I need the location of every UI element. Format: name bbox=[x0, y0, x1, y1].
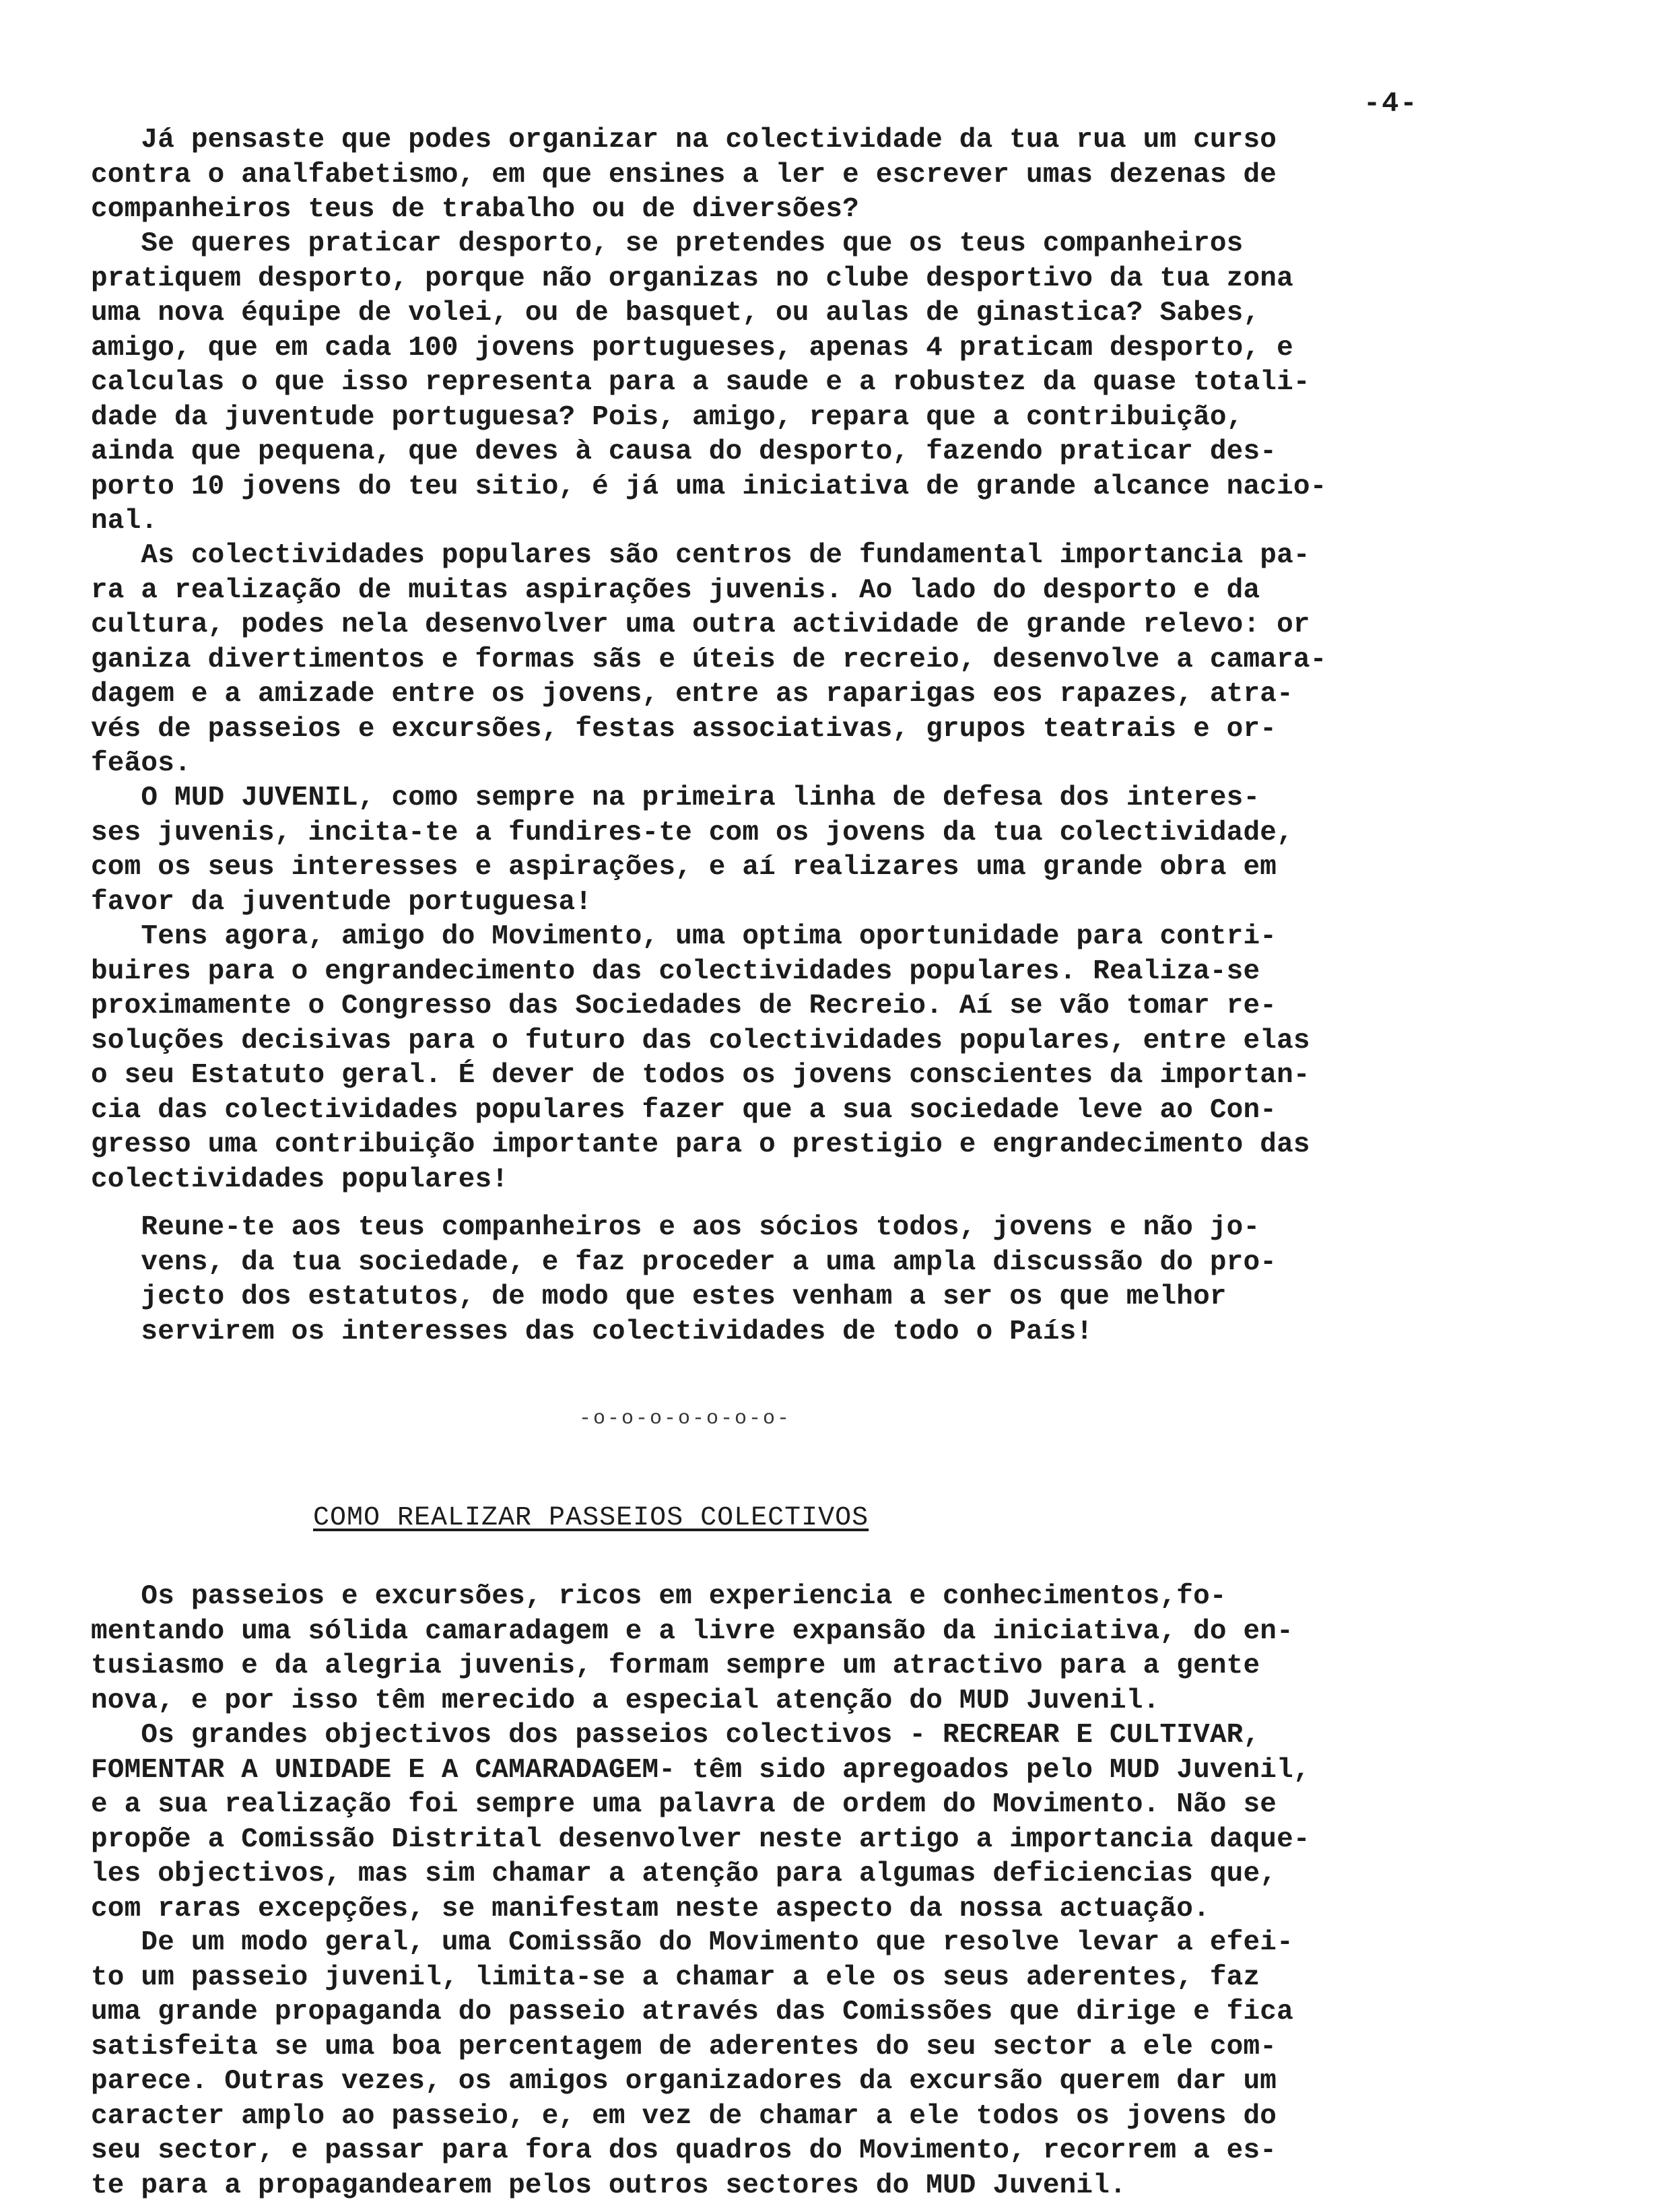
paragraph-congresso: Tens agora, amigo do Movimento, uma optima oportunidade para contri- buires para o engrandecimento das colectividades populares. Realiza-se proximamente o Congresso das Sociedades de Recreio. Aí se vão tomar re- soluções decisivas para o futuro das colectividades populares, entre elas o seu Estatuto geral. É dever de todos os jovens conscientes da importan- cia das colectividades populares fazer que a sua sociedade leve ao Con- gresso uma contribuição importante para o prestigio e engrandecimento das colectividades populares! bbox=[91, 921, 1310, 1195]
paragraph-colectividades: As colectividades populares são centros de fundamental importancia pa- ra a realização de muitas aspirações juvenis. Ao lado do desporto e da cultura, podes nela desenvolver uma outra actividade de grande relevo: or ganiza divertimentos e formas sãs e úteis de recreio, desenvolve a camara- dagem e a amizade entre os jovens, entre as raparigas eos rapazes, atra- vés de passeios e excursões, festas associativas, grupos teatrais e or- feãos. bbox=[91, 540, 1327, 779]
paragraph-objectivos: Os grandes objectivos dos passeios colectivos - RECREAR E CULTIVAR, FOMENTAR A UNIDADE E A CAMARADAGEM- têm sido apregoados pelo MUD Juvenil, e a sua realização foi sempre uma palavra de ordem do Movimento. Não se propõe a Comissão Distrital desenvolver neste artigo a importancia daque- les objectivos, mas sim chamar a atenção para algumas deficiencias que, com raras excepções, se manifestam neste aspecto da nossa actuação. bbox=[91, 1720, 1310, 1924]
paragraph-sport: Se queres praticar desporto, se pretendes que os teus companheiros pratiquem desporto, porque não organizas no clube desportivo da tua zona uma nova équipe de volei, ou de basquet, ou aulas de ginastica? Sabes, amigo, que em cada 100 jovens portugueses, apenas 4 praticam desporto, e calculas o que isso representa para a saude e a robustez da quase totali- dade da juventude portuguesa? Pois, amigo, repara que a contribuição, ainda que pequena, que deves à causa do desporto, fazendo praticar des- porto 10 jovens do teu sitio, é já uma iniciativa de grande alcance nacio- nal. bbox=[91, 228, 1327, 537]
paragraph-comissao: De um modo geral, uma Comissão do Movimento que resolve levar a efei- to um passeio juvenil, limita-se a chamar a ele os seus aderentes, faz uma grande propaganda do passeio através das Comissões que dirige e fica satisfeita se uma boa percentagem de aderentes do seu sector a ele com- parece. Outras vezes, os amigos organizadores da excursão querem dar um caracter amplo ao passeio, e, em vez de chamar a ele todos os jovens do seu sector, e passar para fora dos quadros do Movimento, recorrem a es- te para a propagandearem pelos outros sectores do MUD Juvenil. bbox=[91, 1927, 1293, 2201]
page-number: -4- bbox=[1363, 88, 1419, 120]
paragraph-passeios-intro: Os passeios e excursões, ricos em experiencia e conhecimentos,fo- mentando uma sólida camaradagem e a livre expansão da iniciativa, do en- tusiasmo e da alegria juvenis, formam sempre um atractivo para a gente nova, e por isso têm merecido a especial atenção do MUD Juvenil. bbox=[91, 1581, 1293, 1716]
paragraph-mud-juvenil: O MUD JUVENIL, como sempre na primeira linha de defesa dos interes- ses juvenis, incita-te a fundires-te com os jovens da tua colectividade, com os seus interesses e aspirações, e aí realizares uma grande obra em favor da juventude portuguesa! bbox=[91, 782, 1293, 918]
paragraph-literacy: Já pensaste que podes organizar na colectividade da tua rua um curso contra o analfabetismo, em que ensines a ler e escrever umas dezenas de companheiros teus de trabalho ou de diversões? bbox=[91, 125, 1277, 225]
paragraph-reune-te: Reune-te aos teus companheiros e aos sócios todos, jovens e não jo- vens, da tua sociedade, e faz proceder a uma ampla discussão do pro- jecto dos estatutos, de modo que estes venham a ser os que melhor servirem os interesses das colectividades de todo o País! bbox=[141, 1212, 1277, 1347]
section-heading: COMO REALIZAR PASSEIOS COLECTIVOS bbox=[313, 1503, 869, 1533]
section-separator: -o-o-o-o-o-o-o- bbox=[579, 1407, 792, 1430]
